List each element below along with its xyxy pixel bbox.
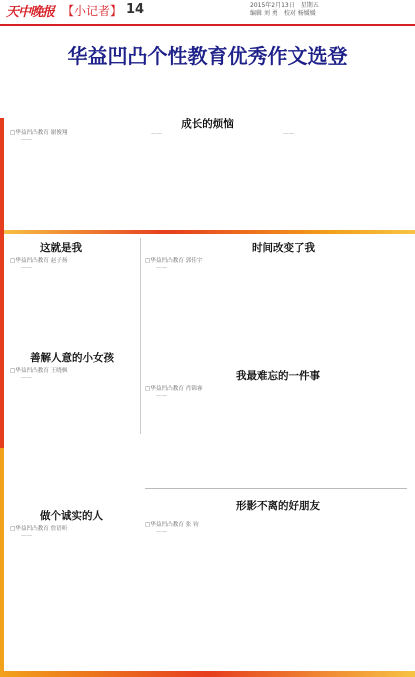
article-body: —— xyxy=(151,131,163,137)
article-title: 做个诚实的人 xyxy=(40,510,103,522)
article-byline: □华益凹凸教育 肖锦睿 xyxy=(145,386,203,392)
page-number: 14 xyxy=(126,2,145,17)
column-divider xyxy=(140,238,141,434)
issue-weekday: 星期五 xyxy=(300,2,319,9)
article-byline: □华益凹凸教育 张 钧 xyxy=(145,522,199,528)
article-byline: □华益凹凸教育 赵子扬 xyxy=(10,258,68,264)
issue-meta xyxy=(250,2,325,18)
article-byline: □华益凹凸教育 詹语昕 xyxy=(10,526,68,532)
newspaper-brand: 天中晚报 xyxy=(6,5,55,20)
section-divider xyxy=(145,488,407,489)
section-name: 【小记者】 xyxy=(62,4,123,18)
article-byline: □华益凹凸教育 王晓枫 xyxy=(10,368,68,374)
article-body: —— xyxy=(21,137,33,143)
article-title: 我最难忘的一件事 xyxy=(236,370,320,382)
article-title: 时间改变了我 xyxy=(252,242,315,254)
article-byline: □华益凹凸教育 谢俊翔 xyxy=(10,130,68,136)
article-title: 成长的烦恼 xyxy=(181,118,234,130)
editor-credit: 编辑 刘 勇 xyxy=(250,10,278,17)
article-title: 善解人意的小女孩 xyxy=(30,352,114,364)
article-body: —— xyxy=(283,131,295,137)
decor-stripe xyxy=(0,230,415,234)
issue-date: 2015年2月13日 xyxy=(250,2,295,9)
article-title: 这就是我 xyxy=(40,242,82,254)
proof-credit: 校对 杨媛媛 xyxy=(283,10,316,17)
article-body: —— xyxy=(21,533,33,539)
article-body: —— xyxy=(21,265,33,271)
page-headline: 华益凹凸个性教育优秀作文选登 xyxy=(67,44,348,68)
decor-bottom-bar xyxy=(0,671,415,677)
article-body: —— xyxy=(21,375,33,381)
article-title: 形影不离的好朋友 xyxy=(236,500,320,512)
decor-band-left-lower xyxy=(0,448,4,677)
article-body: —— xyxy=(156,529,168,535)
article-byline: □华益凹凸教育 郭佳宇 xyxy=(145,258,203,264)
decor-band-left xyxy=(0,118,4,448)
article-body: —— xyxy=(156,265,168,271)
article-body: —— xyxy=(156,393,168,399)
